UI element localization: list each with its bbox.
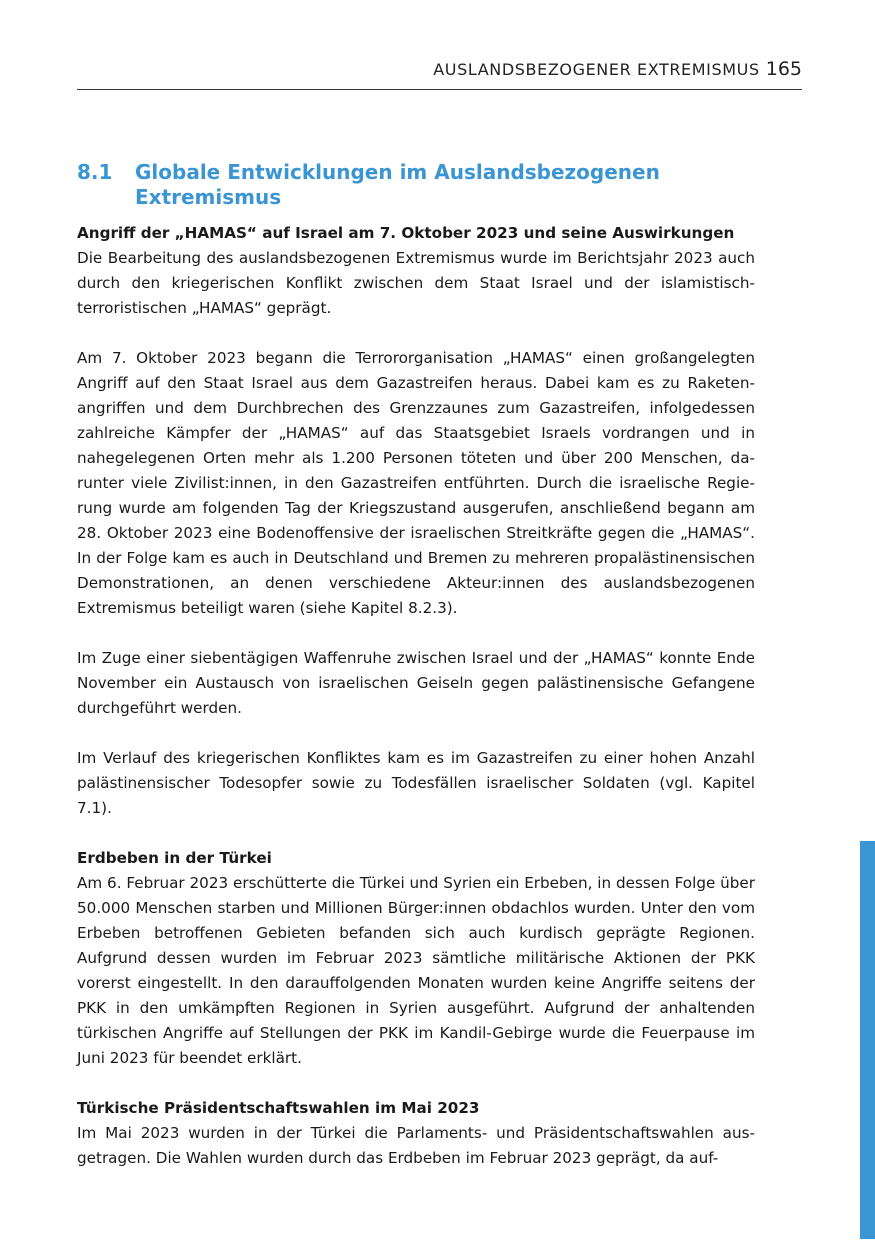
running-head	[77, 58, 802, 90]
body-content	[77, 221, 755, 1171]
subheading-hamas: Angriff der „HAMAS“ auf Israel am 7. Oktober 2023 und seine Auswirkungen	[77, 224, 735, 242]
subheading-elections: Türkische Präsidentschaftswahlen im Mai 2023	[77, 1099, 480, 1117]
page-number: 165	[765, 58, 802, 80]
subheading-earthquake: Erdbeben in der Türkei	[77, 849, 272, 867]
paragraph: Im Verlauf des kriegerischen Konfliktes kam es im Gazastreifen zu einer hohen Anzahl palästinensischer Todesopfer sowie zu Todesfällen israelischer Soldaten (vgl. Kapitel 7.1).	[77, 749, 755, 817]
paragraph: Im Zuge einer siebentägigen Waffenruhe zwischen Israel und der „HAMAS“ konnte Ende November ein Austausch von israelischen Geiseln gegen palästinensische Gefangene durchgeführt werden.	[77, 649, 755, 717]
paragraph: Im Mai 2023 wurden in der Türkei die Parlaments- und Präsidentschaftswahlen ausgetragen. Die Wahlen wurden durch das Erdbeben im Februar 2023 geprägt, da auf-	[77, 1124, 755, 1167]
section-number: 8.1	[77, 159, 113, 184]
chapter-tab-marker	[860, 841, 875, 1239]
section-title: Globale Entwicklungen im Auslandsbezogenen Extremismus	[135, 159, 660, 209]
running-head-title: AUSLANDSBEZOGENER EXTREMISMUS	[433, 60, 760, 79]
paragraph: Die Bearbeitung des auslandsbezogenen Extremismus wurde im Berichtsjahr 2023 auch durch den kriegerischen Konflikt zwischen dem Staat Israel und der islamistisch-terroristischen „HAMAS“ geprägt.	[77, 249, 755, 317]
paragraph: Am 6. Februar 2023 erschütterte die Türkei und Syrien ein Erbeben, in dessen Folge über 50.000 Menschen starben und Millionen Bürger:innen obdachlos wurden. Unter den vom Erbeben betroffenen Gebieten befanden sich auch kurdisch geprägte Regionen. Aufgrund dessen wurden im Februar 2023 sämtliche militärische Aktionen der PKK vorerst eingestellt. In den darauffolgenden Monaten wurden keine Angriffe seitens der PKK in den umkämpften Regionen in Syrien ausgeführt. Aufgrund der anhaltenden türkischen Angriffe auf Stellungen der PKK im Kandil-Gebirge wurde die Feuerpause im Juni 2023 für beendet erklärt.	[77, 874, 755, 1067]
paragraph: Am 7. Oktober 2023 begann die Terrororganisation „HAMAS“ einen großangelegten Angriff auf den Staat Israel aus dem Gazastreifen heraus. Dabei kam es zu Raketenangriffen und dem Durchbrechen des Grenzzaunes zum Gazastreifen, infolgedessen zahlreiche Kämpfer der „HAMAS“ auf das Staatsgebiet Israels vordrangen und in nahegelegenen Orten mehr als 1.200 Personen töteten und über 200 Menschen, darunter viele Zivilist:innen, in den Gazastreifen entführten. Durch die israelische Regierung wurde am folgenden Tag der Kriegszustand ausgerufen, anschließend begann am 28. Oktober 2023 eine Bodenoffensive der israelischen Streitkräfte gegen die „HAMAS“. In der Folge kam es auch in Deutschland und Bremen zu mehreren propalästinensischen Demonstrationen, an denen verschiedene Akteur:innen des auslandsbezogenen Extremismus beteiligt waren (siehe Kapitel 8.2.3).	[77, 349, 755, 617]
